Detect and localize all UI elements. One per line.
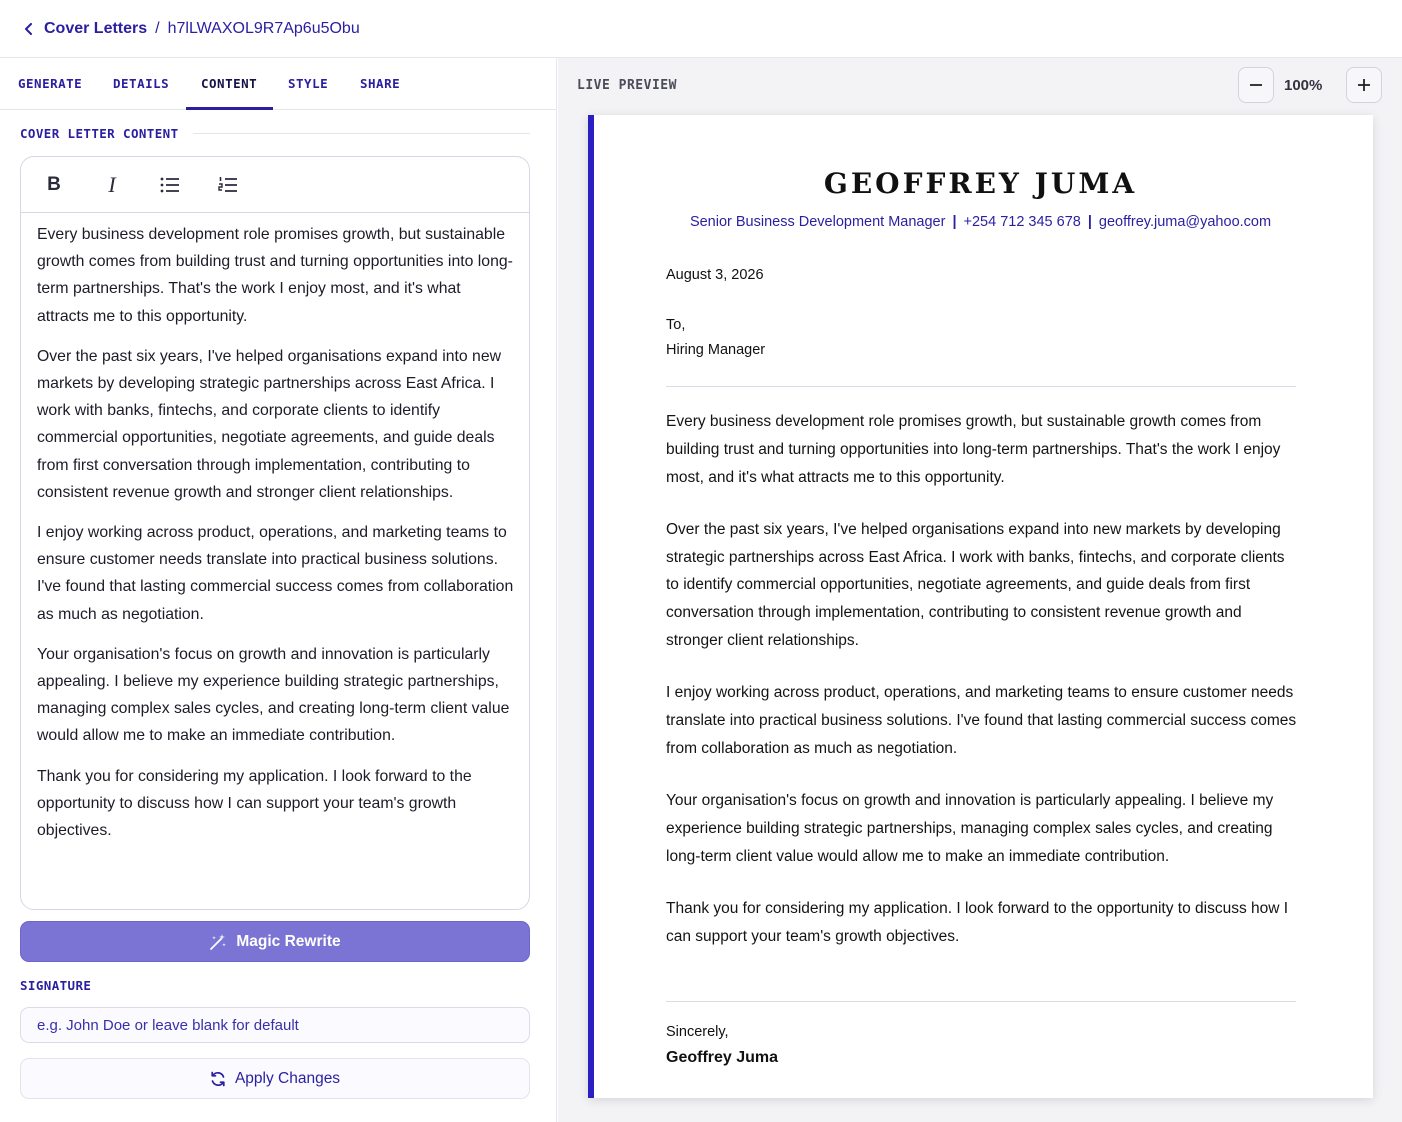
editor-paragraph: Every business development role promises growth, but sustainable growth comes from building trust and turning opportunities into long-term partnerships. That's the work I enjoy most, and it's what attracts me to this opportunity.: [37, 226, 513, 325]
zoom-in-button[interactable]: [1346, 67, 1382, 103]
italic-icon[interactable]: I: [108, 172, 116, 197]
formatting-toolbar: [21, 157, 529, 213]
active-tab-indicator: [186, 107, 273, 110]
letter-email: geoffrey.juma@yahoo.com: [1098, 214, 1272, 230]
letter-contact-line: [588, 214, 1373, 230]
section-divider: [193, 133, 530, 134]
magic-rewrite-button[interactable]: [20, 921, 530, 962]
minus-icon: [1249, 78, 1263, 92]
cover-letter-editor[interactable]: [20, 156, 530, 910]
cover-letter-content-label: COVER LETTER CONTENT: [20, 126, 179, 141]
tab-share[interactable]: SHARE: [360, 76, 401, 91]
letter-name-heading: GEOFFREY JUMA: [823, 167, 1138, 200]
editor-panel: [0, 58, 557, 1122]
apply-changes-button[interactable]: [20, 1058, 530, 1099]
letter-paragraph: Every business development role promises growth, but sustainable growth comes from building trust and turning opportunities into long-term partnerships. That's the work I enjoy most, and it's what attracts me to this opportunity.: [666, 413, 1281, 486]
letter-paragraph: Thank you for considering my application. I look forward to the opportunity to discuss how I can support your team's growth objectives.: [666, 900, 1289, 945]
preview-panel: [558, 58, 1402, 1122]
letter-recipient: Hiring Manager: [666, 342, 766, 358]
letter-job-title: Senior Business Development Manager: [689, 214, 946, 230]
letter-date: August 3, 2026: [666, 267, 764, 283]
live-preview-label: LIVE PREVIEW: [577, 78, 677, 93]
letter-phone: +254 712 345 678: [963, 214, 1081, 230]
accent-bar: [588, 115, 594, 1098]
letter-recipient-block: [666, 313, 765, 363]
numbered-list-icon[interactable]: [214, 171, 242, 199]
bullet-list-icon[interactable]: [156, 171, 184, 199]
breadcrumb: [0, 0, 1402, 58]
chevron-left-icon[interactable]: [22, 22, 36, 36]
editor-text-area[interactable]: [37, 221, 515, 857]
tab-bar: [0, 58, 556, 110]
tab-details[interactable]: DETAILS: [113, 76, 170, 91]
letter-paragraph: I enjoy working across product, operations, and marketing teams to ensure customer needs translate into practical business solutions. I've found that lasting commercial success comes from collaboration as much as negotiation.: [666, 684, 1297, 757]
letter-paragraph: Over the past six years, I've helped organisations expand into new markets by developing strategic partnerships across East Africa. I work with banks, fintechs, and corporate clients to identify commercial opportunities, negotiate agreements, and guide deals from first conversation through implementation, contributing to consistent revenue growth and stronger client relationships.: [666, 520, 1285, 650]
letter-signer-name: Geoffrey Juma: [666, 1049, 779, 1066]
contact-separator: |: [952, 214, 957, 230]
tab-generate[interactable]: GENERATE: [18, 76, 83, 91]
editor-paragraph: Over the past six years, I've helped organisations expand into new markets by developing strategic partnerships across East Africa. I work with banks, fintechs, and corporate clients to identify commercial opportunities, negotiate agreements, and guide deals from first conversation through implementation, contributing to consistent revenue growth and stronger client relationships.: [37, 347, 502, 501]
signature-input[interactable]: [20, 1007, 530, 1043]
tab-style[interactable]: STYLE: [288, 76, 329, 91]
letter-closing: Sincerely,: [666, 1024, 729, 1040]
contact-separator: |: [1087, 214, 1092, 230]
bold-icon[interactable]: B: [47, 174, 61, 195]
letter-divider-top: [666, 386, 1296, 387]
letter-preview-page: [588, 115, 1373, 1098]
letter-body: [666, 408, 1298, 975]
editor-paragraph: Thank you for considering my application. I look forward to the opportunity to discuss how I can support your team's growth objectives.: [37, 767, 472, 840]
magic-wand-icon: [209, 933, 227, 951]
apply-changes-label: Apply Changes: [234, 1069, 341, 1087]
tab-content[interactable]: CONTENT: [201, 76, 258, 91]
letter-paragraph: Your organisation's focus on growth and innovation is particularly appealing. I believe my experience building strategic partnerships, managing complex sales cycles, and creating long-term client value would allow me to make an immediate contribution.: [666, 792, 1274, 865]
magic-rewrite-label: Magic Rewrite: [236, 932, 341, 950]
signature-label: SIGNATURE: [20, 978, 92, 993]
breadcrumb-separator: /: [155, 19, 160, 37]
zoom-out-button[interactable]: [1238, 67, 1274, 103]
letter-to-label: To,: [666, 317, 686, 333]
refresh-icon: [210, 1071, 226, 1087]
plus-icon: [1357, 78, 1371, 92]
zoom-level: 100%: [1284, 77, 1323, 94]
letter-divider-bottom: [666, 1001, 1296, 1002]
breadcrumb-current-id: h7lLWAXOL9R7Ap6u5Obu: [167, 19, 360, 37]
editor-paragraph: I enjoy working across product, operations, and marketing teams to ensure customer needs translate into practical business solutions. I've found that lasting commercial success comes from collaboration as much as negotiation.: [37, 524, 514, 623]
editor-paragraph: Your organisation's focus on growth and innovation is particularly appealing. I believe my experience building strategic partnerships, managing complex sales cycles, and creating long-term client value would allow me to make an immediate contribution.: [37, 645, 510, 745]
breadcrumb-cover-letters-link[interactable]: Cover Letters: [44, 19, 148, 37]
